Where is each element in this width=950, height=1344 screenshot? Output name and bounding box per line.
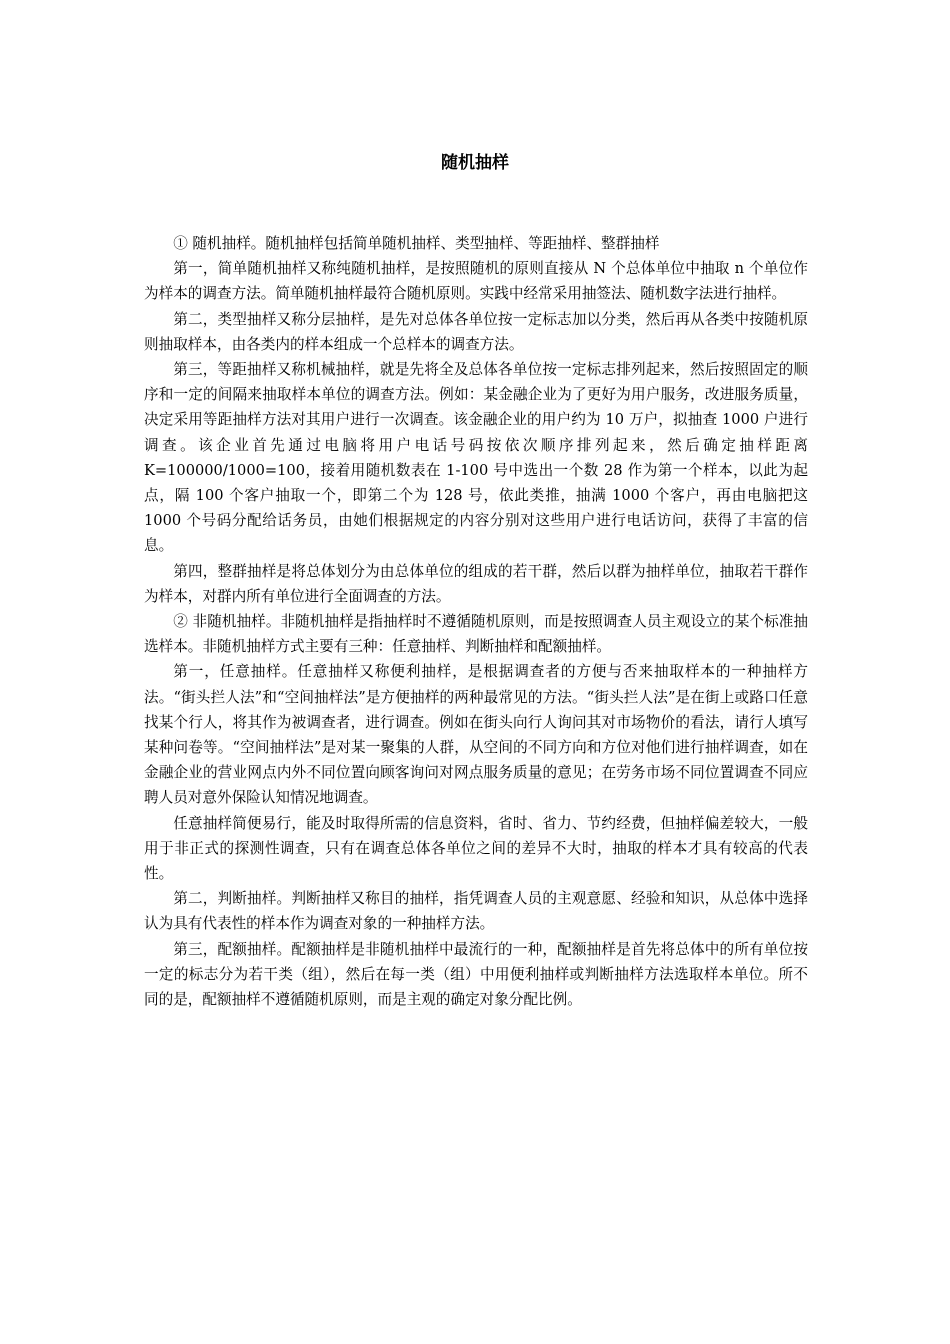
document-body	[144, 231, 808, 1012]
paragraph-convenience-sampling-evaluation: 任意抽样简便易行，能及时取得所需的信息资料，省时、省力、节约经费，但抽样偏差较大，一般用于非正式的探测性调查，只有在调查总体各单位之间的差异不大时，抽取的样本才具有较高的代表性。	[144, 814, 808, 883]
paragraph-nonrandom-sampling-intro: ② 非随机抽样。非随机抽样是指抽样时不遵循随机原则，而是按照调查人员主观设立的某个标准抽选样本。非随机抽样方式主要有三种：任意抽样、判断抽样和配额抽样。	[144, 613, 808, 656]
paragraph-random-sampling-intro: ① 随机抽样。随机抽样包括简单随机抽样、类型抽样、等距抽样、整群抽样	[173, 235, 660, 252]
paragraph-stratified-sampling: 第二，类型抽样又称分层抽样，是先对总体各单位按一定标志加以分类，然后再从各类中按随机原则抽取样本，由各类内的样本组成一个总样本的调查方法。	[144, 310, 808, 353]
document-title: 随机抽样	[441, 153, 509, 173]
paragraph-simple-random-sampling: 第一，简单随机抽样又称纯随机抽样，是按照随机的原则直接从 N 个总体单位中抽取 n 个单位作为样本的调查方法。简单随机抽样最符合随机原则。实践中经常采用抽签法、随机数字法进行抽样。	[144, 260, 808, 303]
paragraph-cluster-sampling: 第四，整群抽样是将总体划分为由总体单位的组成的若干群，然后以群为抽样单位，抽取若干群作为样本，对群内所有单位进行全面调查的方法。	[144, 562, 808, 605]
paragraph-systematic-sampling: 第三，等距抽样又称机械抽样，就是先将全及总体各单位按一定标志排列起来，然后按照固定的顺序和一定的间隔来抽取样本单位的调查方法。例如：某金融企业为了更好为用户服务，改进服务质量，决定采用等距抽样方法对其用户进行一次调查。该金融企业的用户约为 10 万户，拟抽查 1000 户进行调查。该企业首先通过电脑将用户电话号码按依次顺序排列起来，然后确定抽样距离 K=100000/1000=100，接着用随机数表在 1-100 号中选出一个数 28 作为第一个样本，以此为起点，隔 100 个客户抽取一个，即第二个为 128 号，依此类推，抽满 1000 个客户，再由电脑把这 1000 个号码分配给话务员，由她们根据规定的内容分别对这些用户进行电话访问，获得了丰富的信息。	[144, 361, 808, 555]
paragraph-judgment-sampling: 第二，判断抽样。判断抽样又称目的抽样，指凭调查人员的主观意愿、经验和知识，从总体中选择认为具有代表性的样本作为调查对象的一种抽样方法。	[144, 890, 808, 933]
paragraph-quota-sampling: 第三，配额抽样。配额抽样是非随机抽样中最流行的一种，配额抽样是首先将总体中的所有单位按一定的标志分为若干类（组），然后在每一类（组）中用便利抽样或判断抽样方法选取样本单位。所不同的是，配额抽样不遵循随机原则，而是主观的确定对象分配比例。	[144, 940, 808, 1009]
paragraph-convenience-sampling: 第一，任意抽样。任意抽样又称便利抽样，是根据调查者的方便与否来抽取样本的一种抽样方法。“街头拦人法”和“空间抽样法”是方便抽样的两种最常见的方法。“街头拦人法”是在街上或路口任意找某个行人，将其作为被调查者，进行调查。例如在街头向行人询问其对市场物价的看法，请行人填写某种问卷等。“空间抽样法”是对某一聚集的人群，从空间的不同方向和方位对他们进行抽样调查，如在金融企业的营业网点内外不同位置向顾客询问对网点服务质量的意见；在劳务市场不同位置调查不同应聘人员对意外保险认知情况地调查。	[144, 663, 808, 807]
